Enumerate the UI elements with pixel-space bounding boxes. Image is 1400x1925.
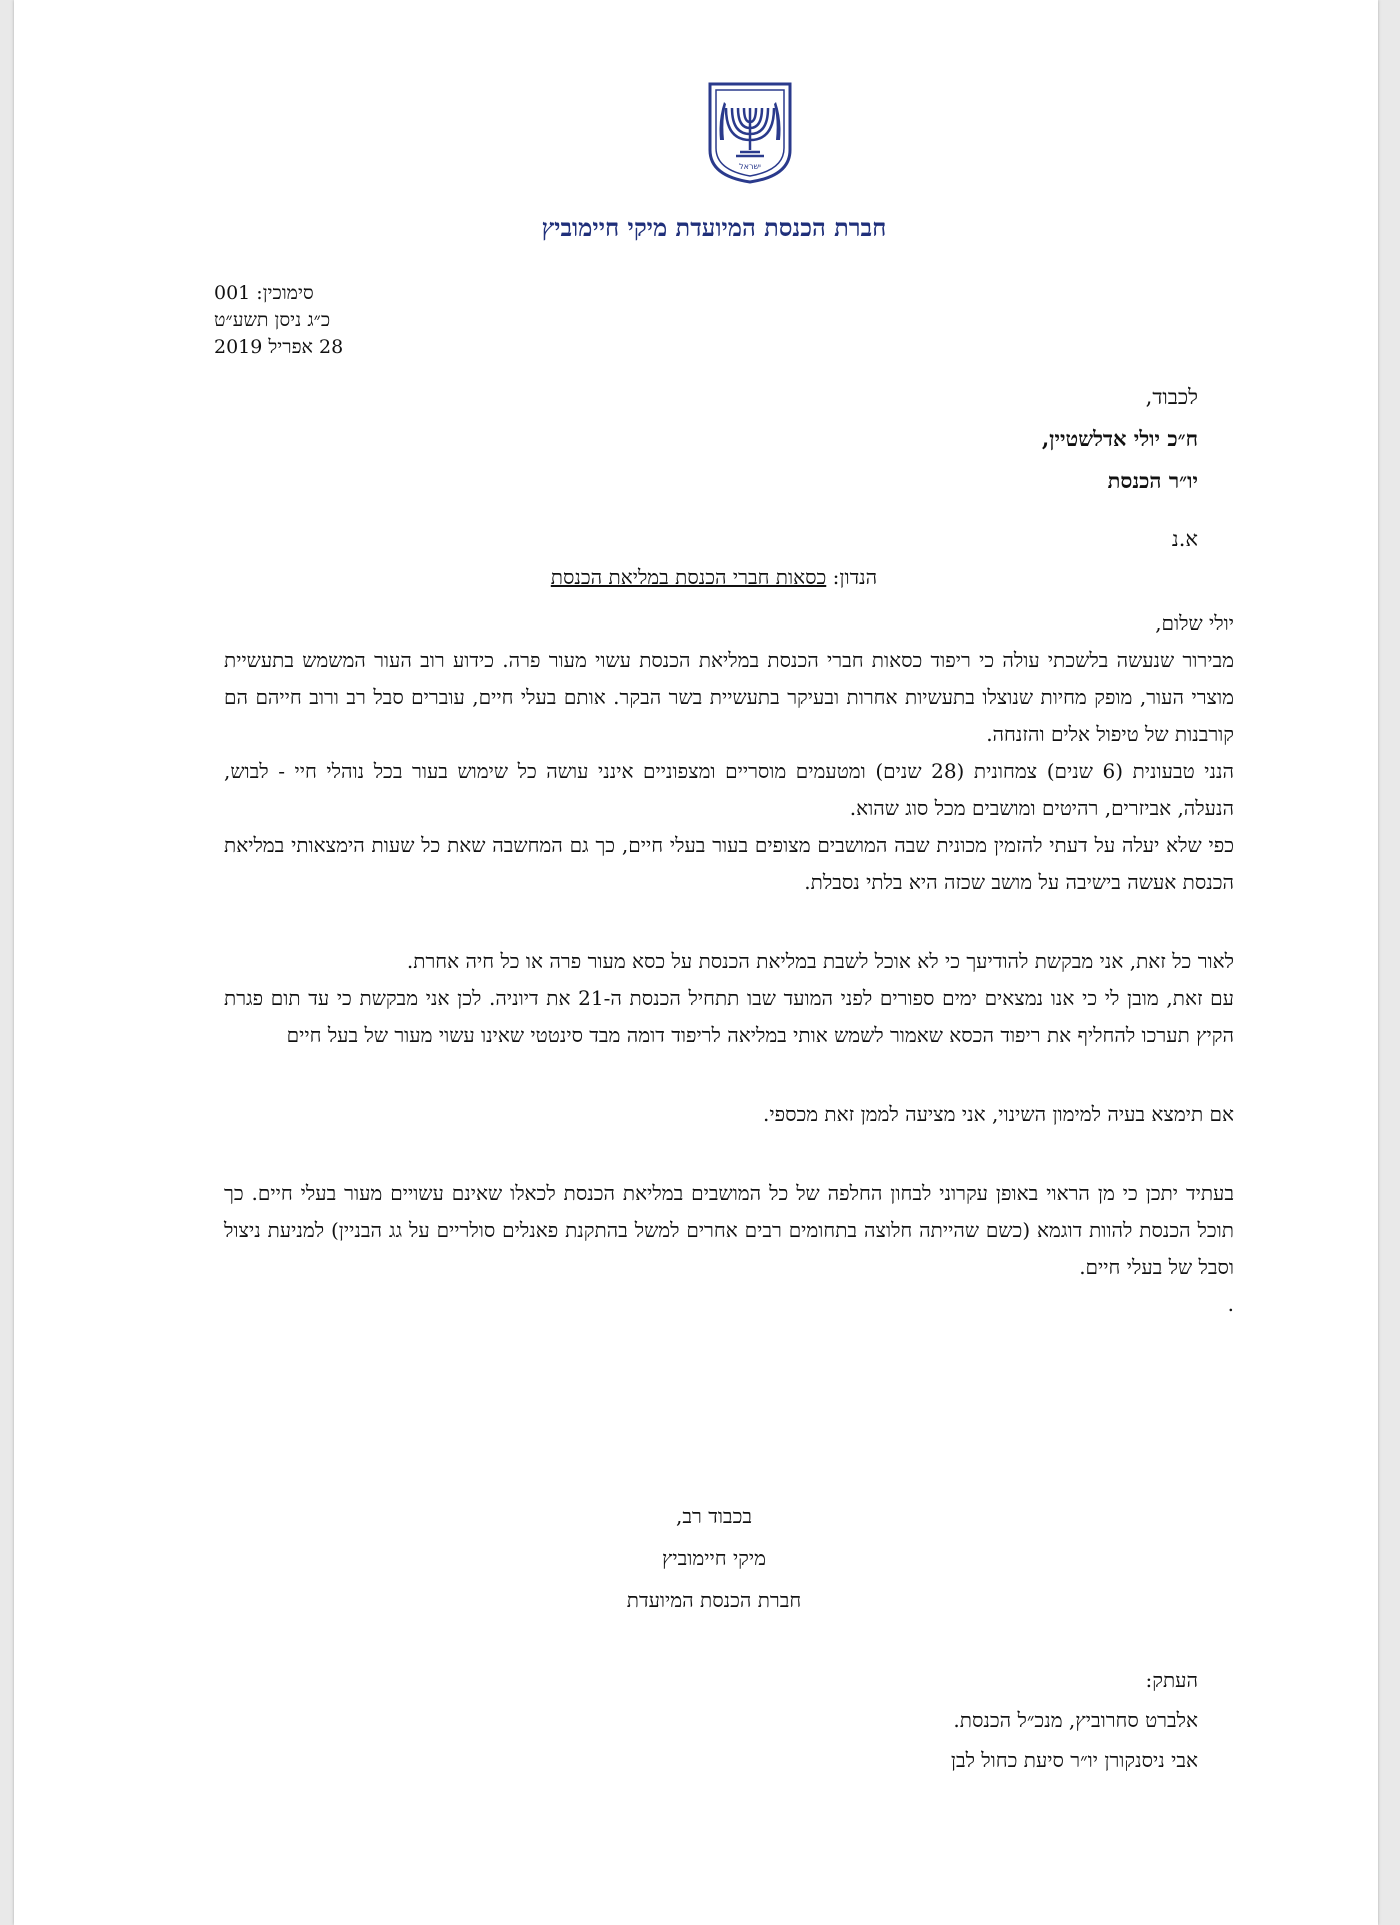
letter-body	[224, 605, 1234, 1323]
letter-page	[14, 0, 1378, 1925]
stray-dot: .	[1227, 1292, 1234, 1316]
paragraph-5: עם זאת, מובן לי כי אנו נמצאים ימים ספורים לפני המועד שבו תתחיל הכנסת ה-21 את דיוניה. לכן אני מבקשת כי עד תום פגרת הקיץ תערכו להחליף את ריפוד הכסא שאמור לשמש אותי במליאה לריפוד דומה מבד סינטטי שאינו עשוי מעור של בעל חיים	[224, 986, 1234, 1047]
signature-title: חברת הכנסת המיועדת	[626, 1588, 802, 1612]
subject-title: כסאות חברי הכנסת במליאת הכנסת	[550, 565, 827, 589]
menorah-emblem-icon	[706, 80, 794, 184]
addressee-block	[598, 376, 1198, 502]
greeting: יולי שלום,	[1155, 611, 1234, 635]
paragraph-3: כפי שלא יעלה על דעתי להזמין מכונית שבה המושבים מצופים בעור בעלי חיים, כך גם המחשבה שאת כל שעות הימצאותי במליאת הכנסת אעשה בישיבה על מושב שכזה היא בלתי נסבלת.	[224, 833, 1234, 894]
paragraph-4: לאור כל זאת, אני מבקשת להודיעך כי לא אוכל לשבת במליאת הכנסת על כסא מעור פרה או כל חיה אחרת.	[406, 949, 1234, 973]
emblem-caption: ישראל	[739, 162, 761, 171]
gregorian-date: 28 אפריל 2019	[214, 336, 344, 358]
paragraph-1: מבירור שנעשה בלשכתי עולה כי ריפוד כסאות חברי הכנסת במליאת הכנסת עשוי מעור פרה. כידוע רוב העור המשמש בתעשיית מוצרי העור, מופק מחיות שנוצלו בתעשיות אחרות ובעיקר בתעשיית בשר הבקר. אותם בעלי חיים, עוברים סבל רב ורוב חייהם הם קורבנות של טיפול אלים והזנחה.	[224, 648, 1234, 746]
cc-block	[598, 1660, 1198, 1780]
addressee-salutation: לכבוד,	[1145, 385, 1198, 409]
paragraph-gap	[224, 901, 1234, 943]
paragraph-7: בעתיד יתכן כי מן הראוי באופן עקרוני לבחון החלפה של כל המושבים במליאת הכנסת לכאלו שאינם עשויים מעור בעלי חיים. כך תוכל הכנסת להוות דוגמא (כשם שהייתה חלוצה בתחומים רבים אחרים למשל בהתקנת פאנלים סולריים על גג הבניין) למניעת ניצול וסבל של בעלי חיים.	[224, 1181, 1234, 1279]
hebrew-date: כ״ג ניסן תשע״ט	[214, 309, 331, 331]
paragraph-gap	[224, 1133, 1234, 1175]
org-title: חברת הכנסת המיועדת מיקי חיימוביץ	[541, 213, 887, 242]
subject-prefix: הנדון:	[832, 565, 878, 589]
recipient-mark: א.נ	[1171, 527, 1198, 551]
reference-number: סימוכין: 001	[214, 282, 314, 304]
signature-block	[514, 1495, 914, 1621]
addressee-title: יו״ר הכנסת	[1107, 468, 1198, 493]
addressee-name: ח״כ יולי אדלשטיין,	[1041, 426, 1198, 451]
subject-line	[314, 565, 1114, 590]
paragraph-gap	[224, 1054, 1234, 1096]
cc-label: העתק:	[1145, 1668, 1198, 1692]
paragraph-6: אם תימצא בעיה למימון השינוי, אני מציעה לממן זאת מכספי.	[762, 1102, 1234, 1126]
cc-line-2: אבי ניסנקורן יו״ר סיעת כחול לבן	[950, 1748, 1198, 1772]
letter-meta	[214, 280, 514, 361]
paragraph-2: הנני טבעונית (6 שנים) צמחונית (28 שנים) ומטעמים מוסריים ומצפוניים אינני עושה כל שימוש בעור בכל נוהלי חיי - לבוש, הנעלה, אביזרים, רהיטים ומושבים מכל סוג שהוא.	[224, 759, 1234, 820]
signature-name: מיקי חיימוביץ	[661, 1546, 766, 1570]
cc-line-1: אלברט סחרוביץ, מנכ״ל הכנסת.	[953, 1708, 1198, 1732]
signature-closing: בכבוד רב,	[676, 1504, 752, 1528]
